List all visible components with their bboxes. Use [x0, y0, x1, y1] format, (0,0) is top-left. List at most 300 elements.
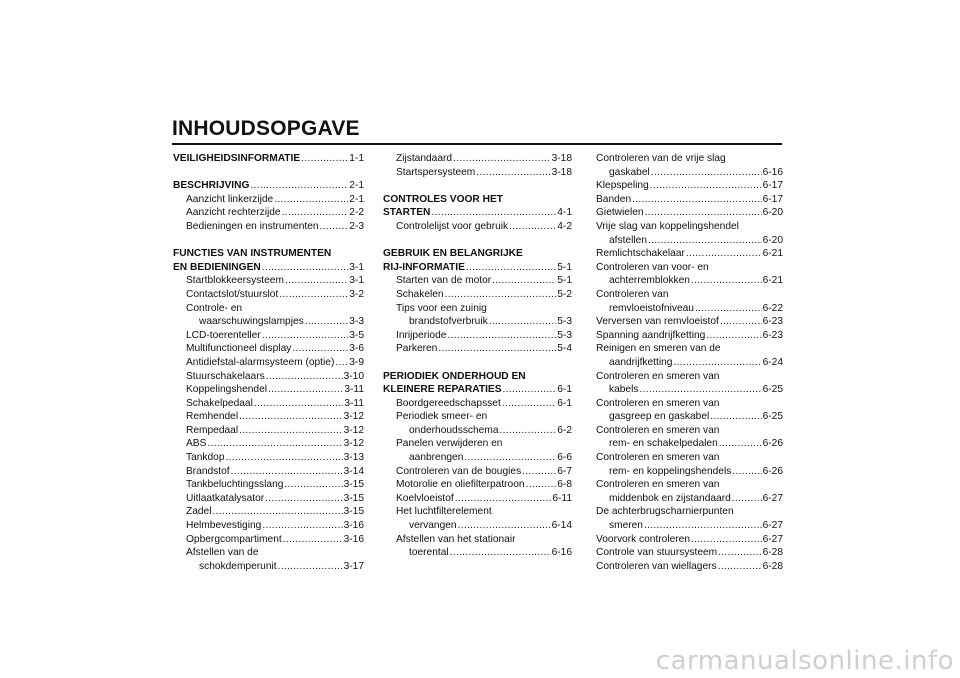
toc-entry-title: Tips voor een zuinig: [396, 302, 487, 314]
toc-entry-title: Schakelen: [396, 288, 444, 300]
toc-entry[interactable]: [383, 152, 572, 166]
toc-leader-dots: [718, 560, 762, 574]
toc-entry-title: Controleren en smeren van: [596, 424, 720, 436]
toc-entry[interactable]: [173, 342, 364, 356]
toc-entry-title: Remlichtschakelaar: [596, 248, 685, 260]
toc-entry[interactable]: [383, 274, 572, 288]
toc-leader-dots: [719, 437, 762, 451]
toc-page-number: 5-2: [557, 288, 572, 300]
toc-entry-title: Koppelingshendel: [186, 384, 268, 396]
watermark: carmanualsonline.info: [655, 646, 954, 676]
toc-spacer: [383, 179, 572, 193]
toc-page-number: 3-15: [343, 506, 364, 518]
toc-entry-title: Aanzicht linkerzijde: [186, 193, 274, 205]
toc-entry: [383, 505, 572, 519]
toc-entry[interactable]: [596, 166, 783, 180]
toc-leader-dots: [718, 546, 761, 560]
toc-leader-dots: [262, 329, 349, 343]
toc-entry-title: smeren: [609, 520, 643, 532]
toc-leader-dots: [644, 519, 762, 533]
toc-entry[interactable]: [173, 437, 364, 451]
toc-leader-dots: [266, 370, 343, 384]
toc-entry[interactable]: [596, 356, 783, 370]
toc-entry[interactable]: [383, 451, 572, 465]
toc-page-number: 5-3: [557, 329, 572, 341]
toc-entry-title: aandrijfketting: [609, 356, 673, 368]
toc-entry-title: gaskabel: [609, 166, 650, 178]
toc-column-2: [383, 152, 572, 560]
toc-entry-title: middenbok en zijstandaard: [609, 492, 731, 504]
toc-entry-title: KLEINERE REPARATIES: [383, 384, 502, 396]
toc-page-number: 3-16: [343, 520, 364, 532]
toc-leader-dots: [691, 533, 762, 547]
toc-leader-dots: [732, 465, 761, 479]
toc-entry-title: Reinigen en smeren van de: [596, 343, 721, 355]
toc-entry[interactable]: [383, 465, 572, 479]
toc-entry[interactable]: [596, 492, 783, 506]
toc-page-number: 6-24: [762, 356, 783, 368]
toc-entry-title: rem- en koppelingshendels: [609, 465, 732, 477]
toc-leader-dots: [250, 179, 348, 193]
toc-leader-dots: [305, 315, 349, 329]
toc-leader-dots: [226, 451, 343, 465]
toc-entry[interactable]: [173, 329, 364, 343]
toc-entry[interactable]: [383, 478, 572, 492]
toc-leader-dots: [466, 261, 556, 275]
toc-section-heading: [383, 247, 572, 261]
toc-leader-dots: [503, 383, 557, 397]
toc-leader-dots: [645, 206, 762, 220]
toc-page-number: 3-11: [344, 397, 364, 409]
toc-entry-title: Tankdop: [186, 452, 225, 464]
toc-page-number: 6-16: [762, 166, 783, 178]
toc-page-number: 3-12: [343, 438, 364, 450]
toc-page-number: 3-5: [349, 329, 364, 341]
toc-entry-title: Panelen verwijderen en: [396, 438, 503, 450]
toc-page-number: 3-13: [343, 452, 364, 464]
toc-page-number: 6-27: [762, 520, 783, 532]
toc-entry-title: Controleren van: [596, 288, 669, 300]
toc-leader-dots: [262, 261, 349, 275]
title-rule: [172, 143, 782, 145]
toc-entry: [383, 533, 572, 547]
toc-leader-dots: [632, 193, 761, 207]
toc-leader-dots: [284, 478, 342, 492]
toc-entry-title: afstellen: [609, 234, 647, 246]
toc-entry-title: Banden: [596, 193, 632, 205]
toc-entry[interactable]: [383, 492, 572, 506]
toc-page-number: 6-23: [762, 316, 783, 328]
toc-page-number: 3-1: [349, 275, 364, 287]
toc-entry[interactable]: [596, 519, 783, 533]
toc-entry-title: Remhendel: [186, 411, 239, 423]
toc-entry[interactable]: [383, 288, 572, 302]
toc-entry[interactable]: [173, 370, 364, 384]
toc-entry-title: BESCHRIJVING: [173, 180, 250, 192]
toc-entry-title: toerental: [409, 547, 449, 559]
toc-entry-title: Controlelijst voor gebruik: [396, 220, 509, 232]
toc-section-heading[interactable]: [173, 261, 364, 275]
toc-entry-title: Motorolie en oliefilterpatroon: [396, 479, 525, 491]
toc-entry-title: Startspersysteem: [396, 166, 476, 178]
toc-entry[interactable]: [173, 193, 364, 207]
toc-entry-title: Controleren van voor- en: [596, 261, 709, 273]
toc-page-number: 5-3: [557, 316, 572, 328]
toc-entry[interactable]: [383, 519, 572, 533]
toc-entry-title: Zadel: [186, 506, 212, 518]
toc-entry-title: Controle- en: [186, 302, 243, 314]
toc-leader-dots: [274, 193, 348, 207]
toc-page-number: 3-15: [343, 479, 364, 491]
toc-entry-title: remvloeistofniveau: [609, 302, 694, 314]
toc-leader-dots: [522, 465, 556, 479]
toc-entry[interactable]: [596, 206, 783, 220]
toc-entry-title: Gietwielen: [596, 207, 644, 219]
toc-leader-dots: [650, 179, 762, 193]
toc-section-heading[interactable]: [383, 261, 572, 275]
toc-leader-dots: [476, 166, 550, 180]
toc-entry-title: Spanning aandrijfketting: [596, 329, 706, 341]
toc-entry[interactable]: [173, 315, 364, 329]
toc-page-number: 6-20: [762, 234, 783, 246]
toc-entry: [596, 370, 783, 384]
toc-page-number: 6-27: [762, 533, 783, 545]
toc-entry-title: Voorvork controleren: [596, 533, 690, 545]
toc-entry-title: LCD-toerenteller: [186, 329, 261, 341]
toc-entry-title: onderhoudsschema: [409, 424, 499, 436]
toc-entry[interactable]: [596, 383, 783, 397]
toc-page-number: 6-11: [552, 492, 572, 504]
toc-entry-title: De achterbrugscharnierpunten: [596, 506, 734, 518]
toc-leader-dots: [301, 152, 348, 166]
toc-entry-title: waarschuwingslampjes: [199, 316, 304, 328]
toc-page-number: 6-16: [551, 547, 572, 559]
toc-page-number: 6-21: [762, 275, 783, 287]
toc-page-number: 6-26: [762, 438, 783, 450]
toc-entry-title: Verversen van remvloeistof: [596, 316, 719, 328]
toc-entry-title: GEBRUIK EN BELANGRIJKE: [383, 248, 523, 260]
toc-spacer: [173, 166, 364, 180]
toc-leader-dots: [710, 410, 761, 424]
toc-leader-dots: [695, 302, 762, 316]
toc-entry-title: FUNCTIES VAN INSTRUMENTEN: [173, 248, 332, 260]
toc-entry[interactable]: [173, 274, 364, 288]
toc-entry-title: Afstellen van de: [186, 547, 259, 559]
toc-entry[interactable]: [383, 397, 572, 411]
toc-entry-title: Controle van stuursysteem: [596, 547, 718, 559]
toc-page-number: 6-22: [762, 302, 783, 314]
toc-page-number: 6-1: [557, 384, 572, 396]
toc-leader-dots: [673, 356, 761, 370]
toc-entry-title: Controleren van wiellagers: [596, 560, 717, 572]
toc-page-number: 3-6: [349, 343, 364, 355]
toc-entry-title: Het luchtfilterelement: [396, 506, 492, 518]
toc-entry[interactable]: [596, 410, 783, 424]
toc-entry[interactable]: [173, 397, 364, 411]
toc-page-number: 6-6: [557, 452, 572, 464]
toc-leader-dots: [526, 478, 557, 492]
toc-page-number: 5-1: [557, 275, 572, 287]
toc-section-heading: [383, 193, 572, 207]
toc-entry-title: Parkeren: [396, 343, 438, 355]
toc-column-1: [173, 152, 364, 573]
toc-page-number: 3-16: [343, 533, 364, 545]
toc-entry: [596, 261, 783, 275]
toc-entry: [173, 302, 364, 316]
toc-leader-dots: [509, 220, 556, 234]
toc-entry[interactable]: [173, 519, 364, 533]
toc-entry-title: Controleren en smeren van: [596, 452, 720, 464]
toc-entry[interactable]: [173, 560, 364, 574]
toc-entry-title: Boordgereedschapsset: [396, 397, 501, 409]
toc-entry[interactable]: [173, 356, 364, 370]
toc-entry[interactable]: [596, 465, 783, 479]
toc-leader-dots: [279, 288, 348, 302]
toc-leader-dots: [285, 274, 348, 288]
toc-entry: [596, 505, 783, 519]
toc-leader-dots: [212, 505, 342, 519]
toc-page-number: 3-17: [343, 560, 364, 572]
toc-entry-title: Aanzicht rechterzijde: [186, 207, 281, 219]
toc-entry-title: RIJ-INFORMATIE: [383, 261, 465, 273]
toc-entry[interactable]: [173, 492, 364, 506]
toc-entry: [596, 478, 783, 492]
toc-entry-title: Opbergcompartiment: [186, 533, 282, 545]
toc-entry-title: Controleren van de bougies: [396, 465, 522, 477]
toc-entry-title: Koelvloeistof: [396, 492, 454, 504]
toc-entry[interactable]: [173, 206, 364, 220]
toc-leader-dots: [438, 342, 556, 356]
toc-entry-title: ABS: [186, 438, 207, 450]
toc-entry[interactable]: [596, 546, 783, 560]
toc-entry-title: Tankbeluchtingsslang: [186, 479, 284, 491]
toc-leader-dots: [720, 315, 762, 329]
toc-entry: [596, 424, 783, 438]
toc-leader-dots: [262, 519, 342, 533]
toc-leader-dots: [292, 342, 348, 356]
toc-entry-title: gasgreep en gaskabel: [609, 411, 710, 423]
toc-page-number: 5-1: [557, 261, 572, 273]
toc-entry[interactable]: [596, 302, 783, 316]
toc-entry-title: VEILIGHEIDSINFORMATIE: [173, 153, 301, 164]
toc-entry[interactable]: [173, 533, 364, 547]
toc-entry-title: Contactslot/stuurslot: [186, 288, 279, 300]
toc-entry-title: aanbrengen: [409, 452, 464, 464]
toc-leader-dots: [231, 465, 343, 479]
toc-entry-title: Multifunctioneel display: [186, 343, 292, 355]
toc-entry-title: Controleren van de vrije slag: [596, 153, 726, 164]
toc-entry[interactable]: [383, 546, 572, 560]
toc-entry-title: vervangen: [409, 520, 457, 532]
toc-section-heading: [173, 247, 364, 261]
toc-leader-dots: [254, 397, 344, 411]
toc-page-number: 6-27: [762, 492, 783, 504]
toc-entry-title: Starten van de motor: [396, 275, 492, 287]
toc-entry-title: Vrije slag van koppelingshendel: [596, 220, 739, 232]
toc-entry-title: brandstofverbruik: [409, 316, 488, 328]
toc-entry-title: Startblokkeersysteem: [186, 275, 284, 287]
toc-entry[interactable]: [383, 342, 572, 356]
toc-leader-dots: [239, 410, 343, 424]
toc-leader-dots: [686, 247, 762, 261]
toc-entry: [383, 410, 572, 424]
toc-entry[interactable]: [596, 234, 783, 248]
toc-page-number: 3-1: [349, 261, 364, 273]
toc-entry-title: PERIODIEK ONDERHOUD EN: [383, 370, 526, 382]
toc-entry-title: Controleren en smeren van: [596, 397, 720, 409]
toc-entry[interactable]: [173, 410, 364, 424]
toc-leader-dots: [492, 274, 556, 288]
toc-entry[interactable]: [173, 424, 364, 438]
toc-column-3: [596, 152, 783, 573]
toc-leader-dots: [648, 234, 762, 248]
toc-entry-title: Bedieningen en instrumenten: [186, 220, 319, 232]
toc-leader-dots: [489, 315, 557, 329]
toc-entry-title: Brandstof: [186, 465, 230, 477]
toc-entry-title: Uitlaatkatalysator: [186, 492, 265, 504]
toc-leader-dots: [282, 206, 349, 220]
toc-page-number: 3-18: [551, 153, 572, 164]
toc-entry[interactable]: [173, 465, 364, 479]
toc-leader-dots: [207, 437, 342, 451]
toc-leader-dots: [320, 220, 349, 234]
toc-entry-title: Antidiefstal-alarmsysteem (optie): [186, 356, 335, 368]
toc-leader-dots: [450, 546, 551, 560]
toc-page-number: 6-8: [557, 479, 572, 491]
toc-leader-dots: [268, 383, 343, 397]
toc-entry: [173, 546, 364, 560]
toc-leader-dots: [265, 492, 342, 506]
toc-page-number: 3-15: [343, 492, 364, 504]
toc-page-number: 6-1: [557, 397, 572, 409]
toc-section-heading[interactable]: [173, 179, 364, 193]
toc-entry: [596, 342, 783, 356]
toc-leader-dots: [447, 329, 556, 343]
toc-page-number: 1-1: [349, 153, 364, 164]
toc-entry[interactable]: [173, 478, 364, 492]
toc-entry[interactable]: [173, 505, 364, 519]
toc-entry-title: Rempedaal: [186, 424, 239, 436]
toc-entry[interactable]: [383, 329, 572, 343]
toc-leader-dots: [499, 424, 556, 438]
toc-entry[interactable]: [596, 329, 783, 343]
toc-page-number: 2-3: [349, 220, 364, 232]
toc-entry[interactable]: [383, 220, 572, 234]
toc-page-number: 3-3: [349, 316, 364, 328]
toc-entry: [383, 437, 572, 451]
toc-entry-title: Klepspeling: [596, 180, 649, 192]
toc-leader-dots: [431, 206, 556, 220]
toc-section-heading[interactable]: [173, 152, 364, 166]
toc-page-number: 6-23: [762, 329, 783, 341]
toc-page-number: 5-4: [557, 343, 572, 355]
toc-page-number: 6-26: [762, 465, 783, 477]
toc-page-number: 6-17: [762, 180, 783, 192]
toc-page-number: 6-28: [762, 560, 783, 572]
toc-leader-dots: [691, 274, 762, 288]
toc-page-number: 2-1: [349, 180, 364, 192]
page-title: INHOUDSOPGAVE: [172, 117, 360, 140]
toc-entry[interactable]: [383, 315, 572, 329]
toc-leader-dots: [502, 397, 556, 411]
toc-entry[interactable]: [596, 193, 783, 207]
toc-entry[interactable]: [596, 179, 783, 193]
toc-entry: [596, 451, 783, 465]
toc-entry-title: schokdemperunit: [199, 560, 277, 572]
toc-entry[interactable]: [596, 247, 783, 261]
toc-entry-title: Zijstandaard: [396, 153, 453, 164]
toc-leader-dots: [455, 492, 552, 506]
toc-page-number: 3-18: [551, 166, 572, 178]
toc-entry-title: Afstellen van het stationair: [396, 533, 516, 545]
toc-entry-title: Controleren en smeren van: [596, 479, 720, 491]
toc-entry: [596, 397, 783, 411]
toc-entry[interactable]: [596, 315, 783, 329]
toc-page-number: 3-12: [343, 424, 364, 436]
toc-entry-title: CONTROLES VOOR HET: [383, 193, 503, 205]
toc-page-number: 3-9: [349, 356, 364, 368]
toc-page-number: 6-21: [762, 248, 783, 260]
toc-section-heading[interactable]: [383, 383, 572, 397]
toc-entry-title: Inrijperiode: [396, 329, 447, 341]
toc-entry: [596, 152, 783, 166]
toc-page-number: 6-7: [557, 465, 572, 477]
toc-page-number: 4-2: [557, 220, 572, 232]
toc-entry-title: Stuurschakelaars: [186, 370, 265, 382]
toc-page-number: 6-14: [551, 520, 572, 532]
toc-page-number: 3-12: [343, 411, 364, 423]
toc-entry-title: Schakelpedaal: [186, 397, 253, 409]
toc-leader-dots: [239, 424, 343, 438]
toc-entry[interactable]: [596, 274, 783, 288]
toc-entry[interactable]: [173, 220, 364, 234]
toc-leader-dots: [732, 492, 762, 506]
toc-section-heading[interactable]: [383, 206, 572, 220]
toc-section-heading: [383, 370, 572, 384]
toc-leader-dots: [278, 560, 343, 574]
toc-entry[interactable]: [596, 533, 783, 547]
toc-entry-title: EN BEDIENINGEN: [173, 261, 261, 273]
toc-entry-title: Controleren en smeren van: [596, 370, 720, 382]
toc-page-number: 3-11: [344, 384, 364, 396]
toc-page-number: 6-25: [762, 411, 783, 423]
toc-entry[interactable]: [173, 288, 364, 302]
toc-entry[interactable]: [383, 424, 572, 438]
toc-entry[interactable]: [173, 451, 364, 465]
toc-spacer: [383, 234, 572, 248]
toc-entry: [596, 288, 783, 302]
toc-leader-dots: [706, 329, 761, 343]
toc-entry-title: rem- en schakelpedalen: [609, 438, 718, 450]
toc-leader-dots: [458, 519, 551, 533]
toc-leader-dots: [639, 383, 761, 397]
toc-spacer: [383, 356, 572, 370]
toc-entry[interactable]: [173, 383, 364, 397]
toc-page-number: 6-28: [762, 547, 783, 559]
toc-page-number: 2-1: [349, 193, 364, 205]
toc-entry-title: STARTEN: [383, 207, 431, 219]
toc-entry[interactable]: [596, 437, 783, 451]
toc-page-number: 3-14: [343, 465, 364, 477]
toc-leader-dots: [651, 166, 762, 180]
toc-leader-dots: [283, 533, 343, 547]
toc-entry[interactable]: [383, 166, 572, 180]
toc-entry[interactable]: [596, 560, 783, 574]
toc-page-number: 6-17: [762, 193, 783, 205]
toc-page-number: 2-2: [349, 207, 364, 219]
toc-entry-title: Helmbevestiging: [186, 520, 262, 532]
toc-page-number: 6-2: [557, 424, 572, 436]
